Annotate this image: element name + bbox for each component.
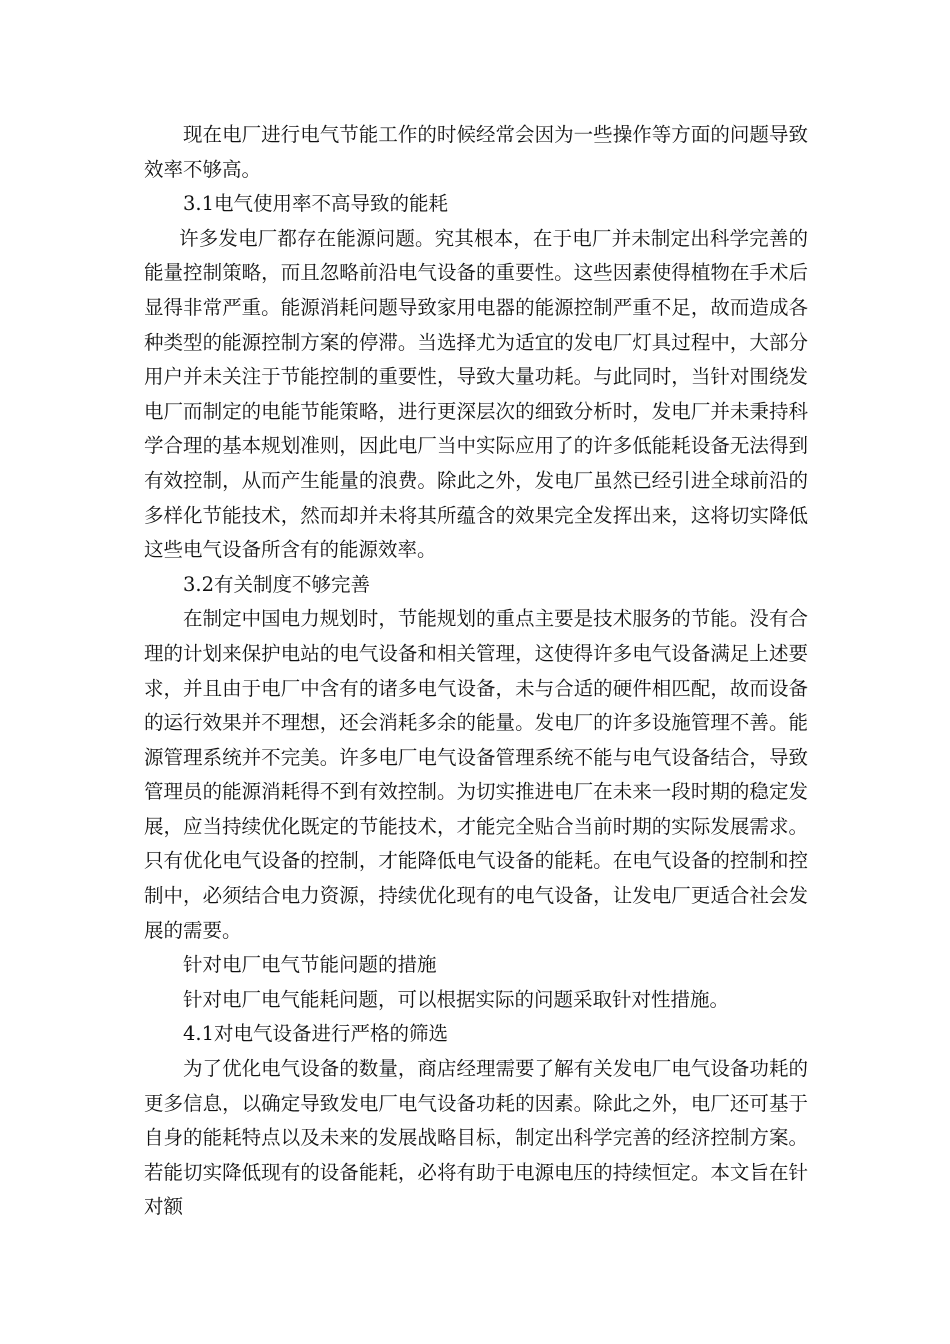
section-heading-3-1: 3.1电气使用率不高导致的能耗	[183, 192, 449, 216]
document-page	[144, 118, 808, 1225]
section-heading-4: 针对电厂电气节能问题的措施	[183, 953, 437, 977]
section-heading-3-2: 3.2有关制度不够完善	[183, 572, 371, 596]
paragraph-3-1: 许多发电厂都存在能源问题。究其根本，在于电厂并未制定出科学完善的能量控制策略，而且忽略前沿电气设备的重要性。这些因素使得植物在手术后显得非常严重。能源消耗问题导致家用电器的能源控制严重不足，故而造成各种类型的能源控制方案的停滞。当选择尤为适宜的发电厂灯具过程中，大部分用户并未关注于节能控制的重要性，导致大量功耗。与此同时，当针对围绕发电厂而制定的电能节能策略，进行更深层次的细致分析时，发电厂并未秉持科学合理的基本规划准则，因此电厂当中实际应用了的许多低能耗设备无法得到有效控制，从而产生能量的浪费。除此之外，发电厂虽然已经引进全球前沿的多样化节能技术，然而却并未将其所蕴含的效果完全发挥出来，这将切实降低这些电气设备所含有的能源效率。	[144, 226, 808, 562]
paragraph-intro: 现在电厂进行电气节能工作的时候经常会因为一些操作等方面的问题导致效率不够高。	[144, 123, 808, 181]
section-heading-4-1: 4.1对电气设备进行严格的筛选	[183, 1022, 449, 1046]
paragraph-3-2: 在制定中国电力规划时，节能规划的重点主要是技术服务的节能。没有合理的计划来保护电站的电气设备和相关管理，这使得许多电气设备满足上述要求，并且由于电厂中含有的诸多电气设备，未与合适的硬件相匹配，故而设备的运行效果并不理想，还会消耗多余的能量。发电厂的许多设施管理不善。能源管理系统并不完美。许多电厂电气设备管理系统不能与电气设备结合，导致管理员的能源消耗得不到有效控制。为切实推进电厂在未来一段时期的稳定发展，应当持续优化既定的节能技术，才能完全贴合当前时期的实际发展需求。只有优化电气设备的控制，才能降低电气设备的能耗。在电气设备的控制和控制中，必须结合电力资源，持续优化现有的电气设备，让发电厂更适合社会发展的需要。	[144, 607, 808, 942]
paragraph-4-1: 为了优化电气设备的数量，商店经理需要了解有关发电厂电气设备功耗的更多信息，以确定导致发电厂电气设备功耗的因素。除此之外，电厂还可基于自身的能耗特点以及未来的发展战略目标，制定出科学完善的经济控制方案。若能切实降低现有的设备能耗，必将有助于电源电压的持续恒定。本文旨在针对额	[144, 1057, 808, 1219]
paragraph-4-intro: 针对电厂电气能耗问题，可以根据实际的问题采取针对性措施。	[183, 987, 730, 1011]
